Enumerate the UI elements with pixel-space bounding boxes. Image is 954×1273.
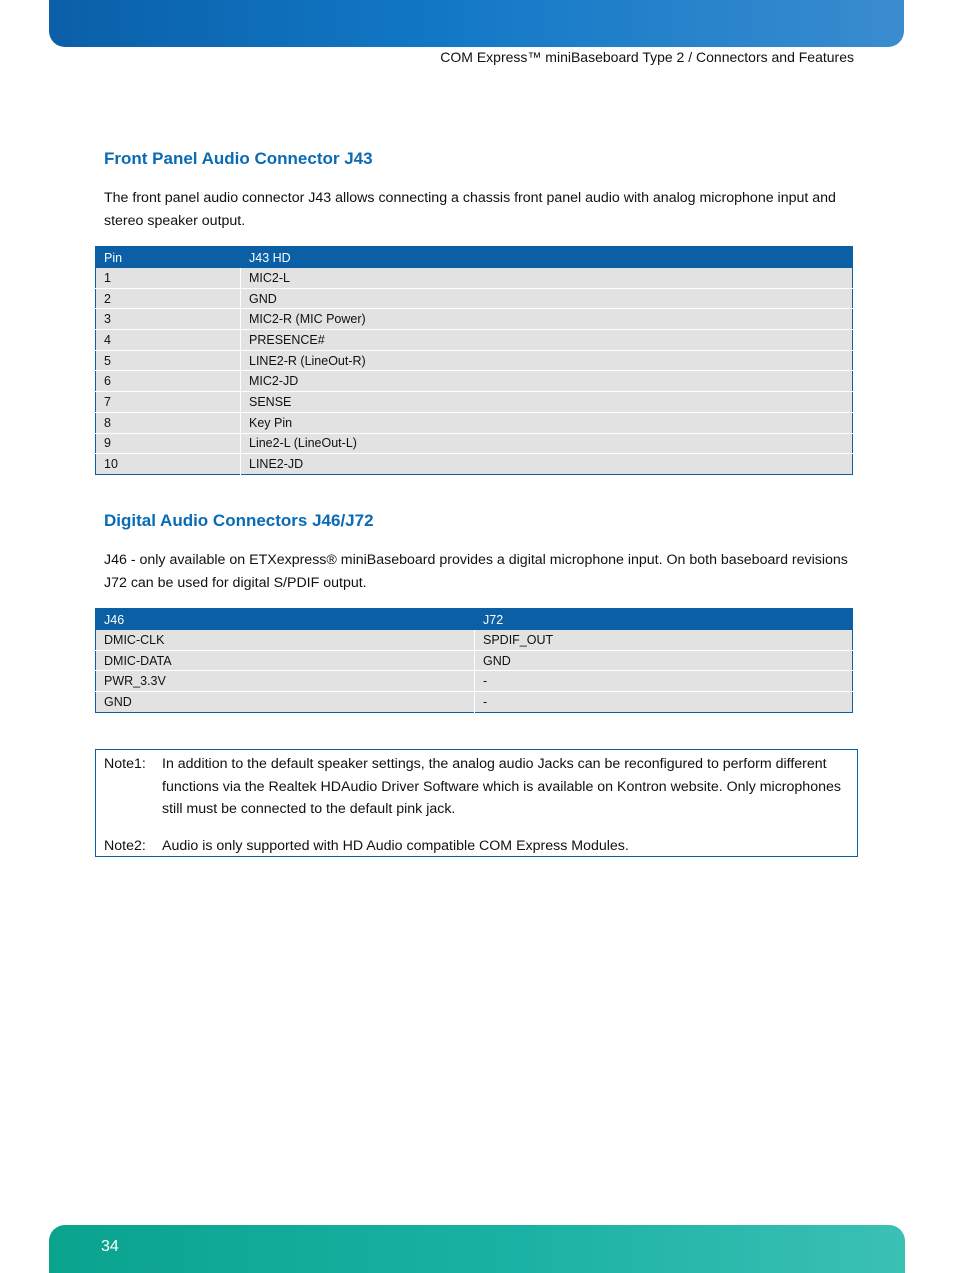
- note-text: Audio is only supported with HD Audio compatible COM Express Modules.: [162, 838, 629, 854]
- table-row: [96, 671, 853, 692]
- note-text: In addition to the default speaker settings, the analog audio Jacks can be reconfigured to perform different functions via the Realtek HDAudio Driver Software which is available on Kontron website. Only microphones still must be connected to the default pink jack.: [162, 756, 841, 818]
- table-row: [96, 350, 853, 371]
- pin-cell: 6: [96, 371, 241, 392]
- column-header-j43: J43 HD: [241, 247, 853, 269]
- j72-cell: -: [475, 692, 853, 713]
- signal-cell: Line2-L (LineOut-L): [241, 433, 853, 454]
- pin-cell: 4: [96, 330, 241, 351]
- header-banner: [49, 0, 904, 47]
- j43-pin-table: [95, 246, 853, 475]
- pin-cell: 7: [96, 392, 241, 413]
- section-heading-front-panel-audio: Front Panel Audio Connector J43: [104, 149, 373, 168]
- column-header-pin: Pin: [96, 247, 241, 269]
- table-row: [96, 288, 853, 309]
- signal-cell: MIC2-R (MIC Power): [241, 309, 853, 330]
- table-header-row: [96, 247, 853, 269]
- j46-cell: PWR_3.3V: [96, 671, 475, 692]
- section-heading-digital-audio: Digital Audio Connectors J46/J72: [104, 511, 374, 530]
- j72-cell: SPDIF_OUT: [475, 630, 853, 650]
- note-label: Note1:: [104, 756, 146, 772]
- table-row: [96, 630, 853, 650]
- section-paragraph-front-panel-audio: The front panel audio connector J43 allows connecting a chassis front panel audio with analog microphone input and stereo speaker output.: [104, 190, 836, 229]
- note-label: Note2:: [104, 838, 146, 854]
- pin-cell: 3: [96, 309, 241, 330]
- pin-cell: 10: [96, 454, 241, 475]
- table-row: [96, 268, 853, 288]
- signal-cell: Key Pin: [241, 412, 853, 433]
- section-paragraph-digital-audio: J46 - only available on ETXexpress® miniBaseboard provides a digital microphone input. On both baseboard revisions J72 can be used for digital S/PDIF output.: [104, 552, 848, 591]
- table-row: [96, 309, 853, 330]
- table-row: [96, 330, 853, 351]
- signal-cell: PRESENCE#: [241, 330, 853, 351]
- j46-cell: GND: [96, 692, 475, 713]
- table-row: [96, 454, 853, 475]
- running-header: COM Express™ miniBaseboard Type 2 / Connectors and Features: [440, 49, 854, 65]
- j72-cell: -: [475, 671, 853, 692]
- table-row: [96, 392, 853, 413]
- table-row: [96, 371, 853, 392]
- signal-cell: LINE2-R (LineOut-R): [241, 350, 853, 371]
- column-header-j46: J46: [96, 609, 475, 631]
- j46-cell: DMIC-CLK: [96, 630, 475, 650]
- signal-cell: GND: [241, 288, 853, 309]
- table-header-row: [96, 609, 853, 631]
- table-row: [96, 650, 853, 671]
- pin-cell: 5: [96, 350, 241, 371]
- j46-j72-table: [95, 608, 853, 713]
- table-row: [96, 692, 853, 713]
- column-header-j72: J72: [475, 609, 853, 631]
- pin-cell: 8: [96, 412, 241, 433]
- pin-cell: 9: [96, 433, 241, 454]
- table-row: [96, 433, 853, 454]
- signal-cell: MIC2-L: [241, 268, 853, 288]
- notes-box: [95, 749, 858, 857]
- pin-cell: 2: [96, 288, 241, 309]
- page-number: 34: [101, 1238, 119, 1255]
- signal-cell: SENSE: [241, 392, 853, 413]
- j46-cell: DMIC-DATA: [96, 650, 475, 671]
- footer-banner: [49, 1225, 905, 1273]
- signal-cell: MIC2-JD: [241, 371, 853, 392]
- j72-cell: GND: [475, 650, 853, 671]
- table-row: [96, 412, 853, 433]
- pin-cell: 1: [96, 268, 241, 288]
- signal-cell: LINE2-JD: [241, 454, 853, 475]
